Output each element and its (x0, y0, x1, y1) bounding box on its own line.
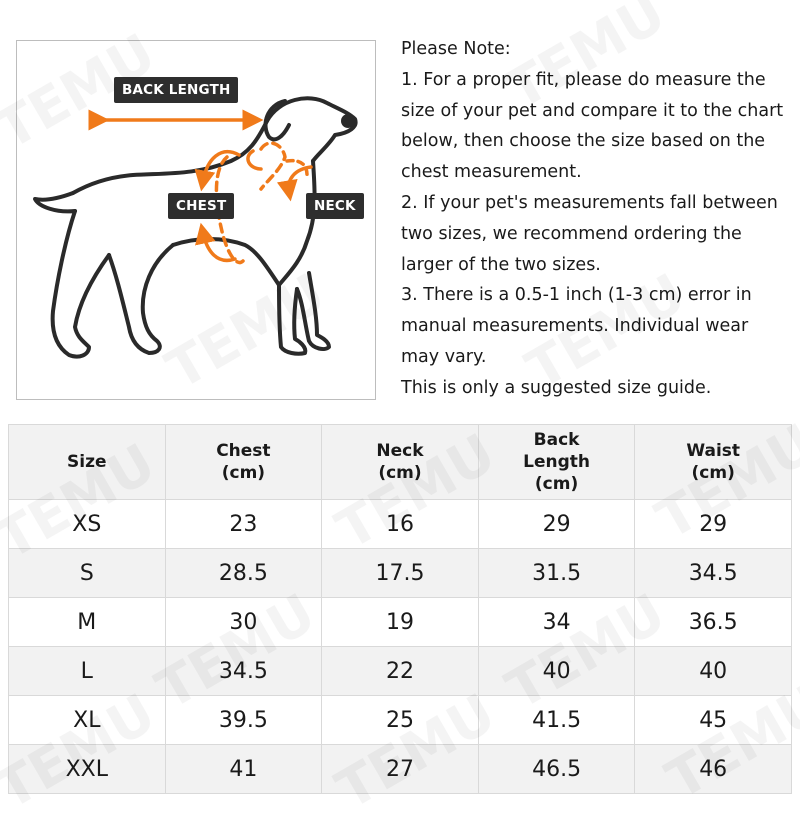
note-line: 3. There is a 0.5-1 inch (1-3 cm) error in (401, 285, 752, 306)
chest-label: CHEST (168, 193, 234, 219)
cell-size: L (9, 647, 166, 696)
cell-chest: 39.5 (165, 696, 322, 745)
note-line: 2. If your pet's measurements fall between (401, 192, 778, 213)
note-line: chest measurement. (401, 162, 582, 183)
table-row (9, 647, 792, 696)
table-header-row (9, 425, 792, 500)
cell-neck: 19 (322, 598, 479, 647)
cell-back-length: 41.5 (478, 696, 635, 745)
cell-size: XL (9, 696, 166, 745)
size-chart-table (8, 424, 792, 794)
header-size: Size (9, 425, 166, 500)
cell-back-length: 31.5 (478, 549, 635, 598)
size-notes (401, 34, 796, 404)
cell-waist: 29 (635, 500, 792, 549)
note-line: may vary. (401, 346, 487, 367)
cell-size: XS (9, 500, 166, 549)
cell-neck: 17.5 (322, 549, 479, 598)
cell-neck: 25 (322, 696, 479, 745)
note-line: below, then choose the size based on the (401, 131, 766, 152)
table-row (9, 549, 792, 598)
table-row (9, 598, 792, 647)
cell-chest: 28.5 (165, 549, 322, 598)
cell-chest: 41 (165, 745, 322, 794)
back-length-label: BACK LENGTH (114, 77, 238, 103)
cell-back-length: 34 (478, 598, 635, 647)
cell-waist: 46 (635, 745, 792, 794)
cell-chest: 30 (165, 598, 322, 647)
header-chest: Chest (cm) (165, 425, 322, 500)
cell-waist: 45 (635, 696, 792, 745)
cell-neck: 22 (322, 647, 479, 696)
dog-measurement-illustration (16, 40, 376, 400)
header-waist: Waist (cm) (635, 425, 792, 500)
note-line: larger of the two sizes. (401, 254, 601, 275)
note-line: two sizes, we recommend ordering the (401, 223, 742, 244)
note-line: 1. For a proper fit, please do measure the (401, 69, 766, 90)
cell-waist: 34.5 (635, 549, 792, 598)
note-line: This is only a suggested size guide. (401, 377, 712, 398)
cell-chest: 23 (165, 500, 322, 549)
cell-chest: 34.5 (165, 647, 322, 696)
note-line: size of your pet and compare it to the chart (401, 100, 784, 121)
cell-neck: 16 (322, 500, 479, 549)
cell-size: M (9, 598, 166, 647)
table-row (9, 745, 792, 794)
header-back-length: Back Length (cm) (478, 425, 635, 500)
cell-size: XXL (9, 745, 166, 794)
cell-size: S (9, 549, 166, 598)
cell-waist: 36.5 (635, 598, 792, 647)
cell-back-length: 40 (478, 647, 635, 696)
neck-label: NECK (306, 193, 364, 219)
note-line: manual measurements. Individual wear (401, 316, 749, 337)
cell-neck: 27 (322, 745, 479, 794)
header-neck: Neck (cm) (322, 425, 479, 500)
note-line: Please Note: (401, 39, 511, 59)
cell-back-length: 29 (478, 500, 635, 549)
table-row (9, 696, 792, 745)
cell-back-length: 46.5 (478, 745, 635, 794)
table-row (9, 500, 792, 549)
cell-waist: 40 (635, 647, 792, 696)
